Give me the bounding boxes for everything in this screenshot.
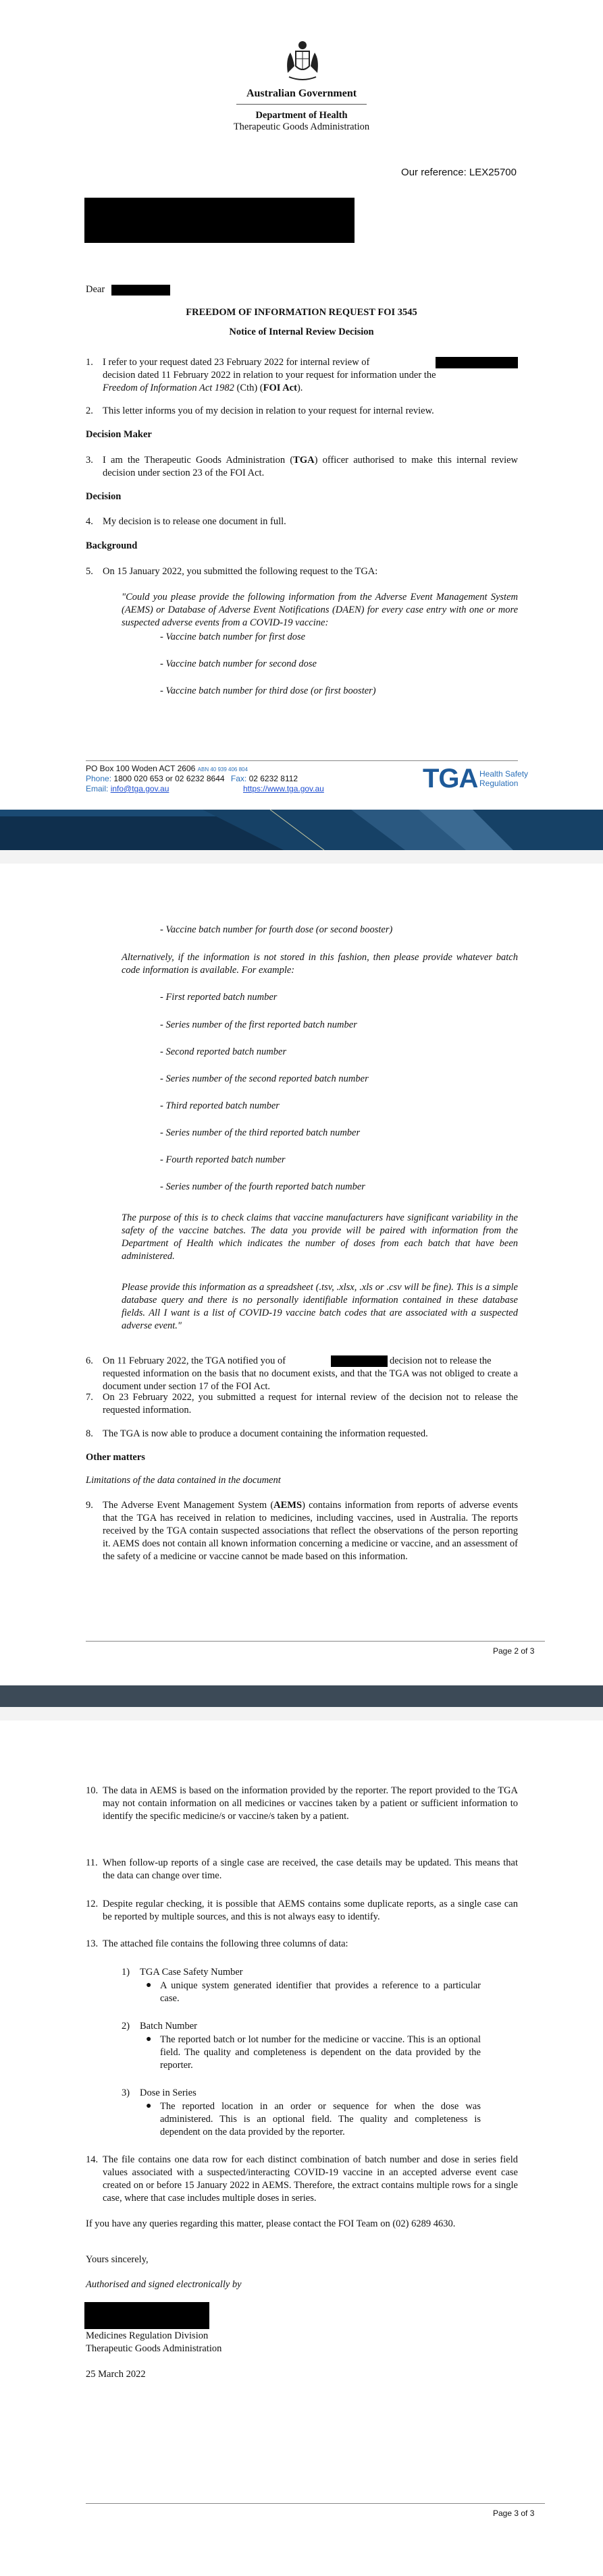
bullet-dot: ●	[146, 2034, 152, 2044]
para-number: 11.	[86, 1857, 98, 1868]
request-item: - Vaccine batch number for second dose	[160, 659, 317, 669]
para-1-line-3: Freedom of Information Act 1982 (Cth) (FOI Act).	[103, 383, 303, 393]
para-number: 6.	[86, 1355, 93, 1366]
example-item: - Series number of the first reported batch number	[160, 1019, 357, 1030]
page-gap	[0, 850, 603, 864]
website-link[interactable]: https://www.tga.gov.au	[243, 784, 324, 793]
request-item: - Vaccine batch number for fourth dose (or second booster)	[160, 924, 393, 935]
redacted-address	[84, 198, 355, 243]
signed-note: Authorised and signed electronically by	[86, 2279, 242, 2290]
column-number: 3)	[122, 2088, 130, 2098]
column-number: 1)	[122, 1967, 130, 1978]
request-format: Please provide this information as a spreadsheet (.tsv, .xlsx, .xls or .csv will be fine). This is a simple database query and there is no personally identifiable information contained in these database fields. All I want is a list of COVID-19 vaccine batch codes that are associated with a suspected adverse event."	[122, 1282, 518, 1331]
signatory-division: Medicines Regulation Division	[86, 2330, 209, 2341]
para-6-rest: requested information on the basis that no document exists, and that the TGA was not obliged to create a document under section 17 of the FOI Act.	[103, 1368, 518, 1392]
footer-divider	[86, 2503, 545, 2504]
page-number: Page 3 of 3	[493, 2509, 535, 2518]
tga-logo: TGA	[423, 764, 478, 793]
our-reference: Our reference: LEX25700	[401, 167, 517, 178]
column-description: A unique system generated identifier that provides a reference to a particular case.	[160, 1980, 481, 2004]
page-gap	[0, 1707, 603, 1720]
para-10: The data in AEMS is based on the information provided by the reporter. The report provided to the TGA may not contain information on all medicines or vaccines taken by a patient or sufficient information to identify the specific medicine/s or vaccine/s taken by a patient.	[103, 1785, 518, 1822]
para-number: 1.	[86, 357, 93, 368]
footer-divider	[86, 760, 518, 761]
para-1-line-2: decision dated 11 February 2022 in relation to your request for information under the	[103, 370, 436, 381]
example-item: - Series number of the third reported batch number	[160, 1127, 361, 1138]
request-item: - Vaccine batch number for first dose	[160, 632, 306, 642]
column-description: The reported batch or lot number for the medicine or vaccine. This is an optional field. The quality and completeness is dependent on the data provided by the reporter.	[160, 2034, 481, 2071]
heading-decision-maker: Decision Maker	[86, 429, 152, 440]
para-number: 13.	[86, 1938, 99, 1949]
heading-decision: Decision	[86, 491, 122, 502]
footer-address: PO Box 100 Woden ACT 2606 ABN 40 939 406 804	[86, 764, 248, 773]
footer-phone: Phone: 1800 020 653 or 02 6232 8644 Fax: 02 6232 8112	[86, 774, 298, 783]
page-bottom-bar	[0, 1685, 603, 1707]
request-item: - Vaccine batch number for third dose (or first booster)	[160, 685, 376, 696]
letter-title: FREEDOM OF INFORMATION REQUEST FOI 3545	[186, 307, 417, 318]
column-number: 2)	[122, 2021, 130, 2032]
column-title: Batch Number	[140, 2021, 197, 2032]
para-number: 7.	[86, 1392, 93, 1403]
para-14: The file contains one data row for each distinct combination of batch number and dose in series field values associated with a suspected/interacting COVID-19 vaccine in an accepted adverse event case created on or before 15 January 2022 in AEMS. Therefore, the extract contains multiple rows for a single case, where that case includes multiple doses in series.	[103, 2154, 518, 2204]
header-divider	[236, 104, 367, 105]
footer-banner	[0, 810, 603, 850]
email-link[interactable]: info@tga.gov.au	[110, 784, 169, 793]
column-title: TGA Case Safety Number	[140, 1967, 243, 1978]
para-3: I am the Therapeutic Goods Administration (TGA) officer authorised to make this internal review decision under section 23 of the FOI Act.	[103, 455, 519, 478]
para-number: 2.	[86, 405, 93, 416]
letter-subtitle: Notice of Internal Review Decision	[229, 327, 374, 337]
para-7: On 23 February 2022, you submitted a request for internal review of the decision not to release the requested information.	[103, 1392, 518, 1416]
request-purpose: The purpose of this is to check claims that vaccine manufacturers have significant variability in the safety of the vaccine batches. The data you provide will be paired with information from the Department of Health which indicates the number of doses from each batch that have been administered.	[122, 1212, 518, 1262]
para-6-line-1: On 11 February 2022, the TGA notified you of	[103, 1355, 286, 1366]
signatory-agency: Therapeutic Goods Administration	[86, 2343, 222, 2354]
para-number: 10.	[86, 1785, 99, 1796]
gov-name: Australian Government	[246, 88, 357, 99]
para-number: 4.	[86, 516, 93, 527]
request-alternative: Alternatively, if the information is not stored in this fashion, then please provide whatever batch code information is available. For example:	[122, 952, 518, 976]
example-item: - Series number of the second reported batch number	[160, 1073, 369, 1084]
redacted-officer	[436, 357, 518, 368]
redacted-signature	[84, 2302, 209, 2329]
para-11: When follow-up reports of a single case are received, the case details may be updated. This means that the data can change over time.	[103, 1857, 518, 1881]
heading-other-matters: Other matters	[86, 1452, 145, 1463]
agency-name: Therapeutic Goods Administration	[233, 121, 370, 132]
para-6-line-1-end: decision not to release the	[390, 1355, 492, 1366]
para-13: The attached file contains the following three columns of data:	[103, 1938, 348, 1949]
heading-background: Background	[86, 540, 138, 551]
para-number: 3.	[86, 455, 93, 466]
tga-logo-tagline: Health Safety Regulation	[479, 769, 529, 788]
letter-date: 25 March 2022	[86, 2369, 146, 2380]
example-item: - Fourth reported batch number	[160, 1154, 286, 1165]
dept-name: Department of Health	[255, 110, 348, 121]
para-number: 5.	[86, 566, 93, 577]
column-description: The reported location in an order or sequence for when the dose was administered. This is an optional field. The quality and completeness is dependent on the data provided by the reporter.	[160, 2101, 481, 2137]
example-item: - First reported batch number	[160, 992, 278, 1003]
page-1	[0, 0, 603, 850]
para-number: 9.	[86, 1500, 93, 1511]
para-4: My decision is to release one document in full.	[103, 516, 286, 527]
redacted-officer	[331, 1355, 388, 1367]
page-2	[0, 864, 603, 1707]
request-quote-intro: "Could you please provide the following information from the Adverse Event Management System (AEMS) or Database of Adverse Event Notifications (DAEN) for every case entry with one or more suspected adverse events from a COVID-19 vaccine:	[122, 592, 518, 628]
footer-divider	[86, 1641, 545, 1642]
salutation: Dear	[86, 284, 105, 295]
column-title: Dose in Series	[140, 2088, 196, 2098]
bullet-dot: ●	[146, 2101, 152, 2111]
para-number: 8.	[86, 1428, 93, 1439]
example-item: - Third reported batch number	[160, 1100, 280, 1111]
page-3	[0, 1720, 603, 2576]
para-9: The Adverse Event Management System (AEMS) contains information from reports of adverse events that the TGA has received in relation to medicines, including vaccines, used in Australia. The reports received by the TGA contain suspected associations that reflect the observations of the person reporting it. AEMS does not contain all known information concerning a medicine or vaccine, and an assessment of the safety of a medicine or vaccine cannot be made based on this information.	[103, 1500, 518, 1562]
para-1-line-1: I refer to your request dated 23 February 2022 for internal review of	[103, 357, 370, 368]
queries-text: If you have any queries regarding this matter, please contact the FOI Team on (02) 6289 4630.	[86, 2218, 456, 2229]
subheading-limitations: Limitations of the data contained in the document	[86, 1475, 281, 1486]
footer-email: Email: info@tga.gov.au	[86, 784, 169, 793]
para-8: The TGA is now able to produce a document containing the information requested.	[103, 1428, 428, 1439]
example-item: - Series number of the fourth reported batch number	[160, 1181, 365, 1192]
closing: Yours sincerely,	[86, 2254, 149, 2265]
para-2: This letter informs you of my decision in relation to your request for internal review.	[103, 405, 434, 416]
para-12: Despite regular checking, it is possible that AEMS contains some duplicate reports, as a single case can be reported by multiple sources, and this is not always easy to identify.	[103, 1899, 518, 1922]
para-5: On 15 January 2022, you submitted the following request to the TGA:	[103, 566, 378, 577]
para-number: 14.	[86, 2154, 99, 2165]
example-item: - Second reported batch number	[160, 1046, 287, 1057]
bullet-dot: ●	[146, 1980, 152, 1990]
para-number: 12.	[86, 1899, 99, 1909]
page-number: Page 2 of 3	[493, 1646, 535, 1656]
coat-of-arms-icon	[282, 39, 323, 86]
redacted-name	[111, 285, 170, 296]
